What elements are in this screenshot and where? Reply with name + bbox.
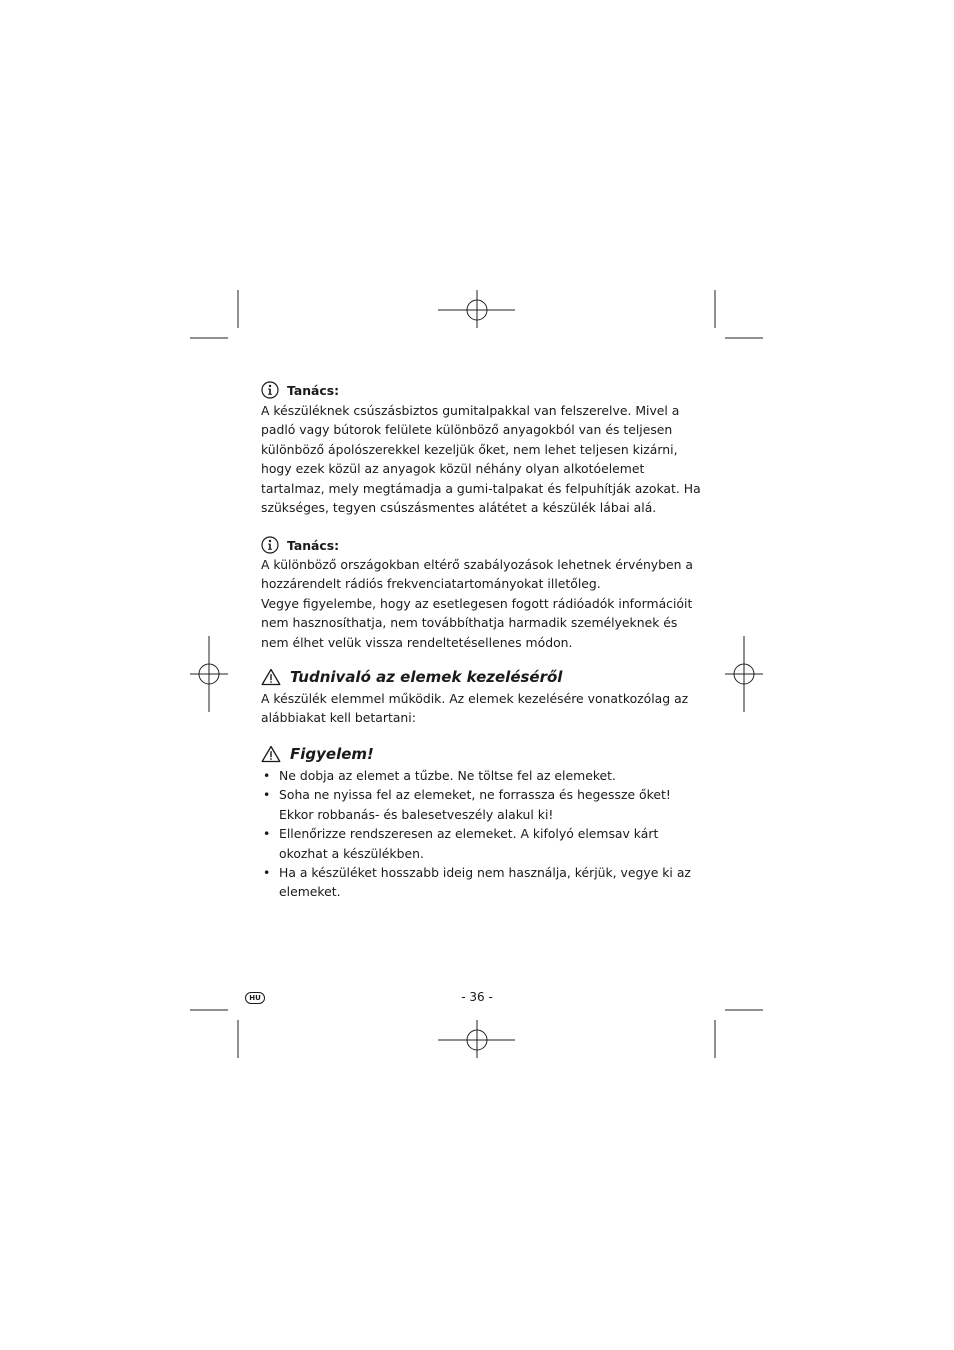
registration-mark-bottom [438,1020,515,1058]
language-badge: HU [245,992,265,1004]
tip1-title: Tanács: [287,382,340,398]
tip2-title: Tanács: [287,537,340,553]
tip1-body: A készüléknek csúszásbiztos gumitalpakkal van felszerelve. Mivel a padló vagy bútorok felülete különböző anyagokból van és teljesen különböző ápolószerekkel kezeljük őket, nem lehet teljesen kizárni, hogy ezek közül az anyagok közül néhány olyan alkotóelemet tartalmaz, mely megtámadja a gumi-talpakat és felpuhítják azokat. Ha szükséges, tegyen csúszásmentes alátétet a készülék lábai alá. [261,403,701,516]
tip2-body-1: A különböző országokban eltérő szabályozások lehetnek érvényben a hozzárendelt rádiós frekvenciatartományokat illetőleg. [261,557,694,592]
batteries-body: A készülék elemmel működik. Az elemek kezelésére vonatkozólag az alábbiakat kell betartani: [261,691,689,726]
warning-icon [261,668,281,686]
registration-mark-right [725,636,763,712]
batteries-title: Tudnivaló az elemek kezeléséről [290,668,563,686]
tip2-body-2: Vegye figyelembe, hogy az esetlegesen fogott rádióadók információit nem hasznosíthatja, nem továbbíthatja harmadik személyeknek és nem élhet velük vissza rendeltetésellenes módon. [261,596,693,650]
batteries-heading [261,668,562,686]
list-item: • Ha a készüléket hosszabb ideig nem használja, kérjük, vegye ki az elemeket. [261,863,701,902]
list-item: • Ne dobja az elemet a tűzbe. Ne töltse fel az elemeket. [261,766,701,785]
warning-list [261,766,701,902]
list-item: • Ellenőrizze rendszeresen az elemeket. A kifolyó elemsav kárt okozhat a készülékben. [261,824,701,863]
info-icon [261,381,279,399]
tip1-heading [261,380,339,400]
warning-icon [261,745,281,763]
info-icon [261,536,279,554]
tip2-heading [261,535,339,555]
page-number: - 36 - [461,990,493,1004]
registration-mark-left [190,636,228,712]
list-item: • Soha ne nyissa fel az elemeket, ne forrassza és hegessze őket! Ekkor robbanás- és balesetveszély alakul ki! [261,785,701,824]
warning-title: Figyelem! [290,745,374,763]
warning-heading [261,745,374,763]
registration-mark-top [438,290,515,328]
